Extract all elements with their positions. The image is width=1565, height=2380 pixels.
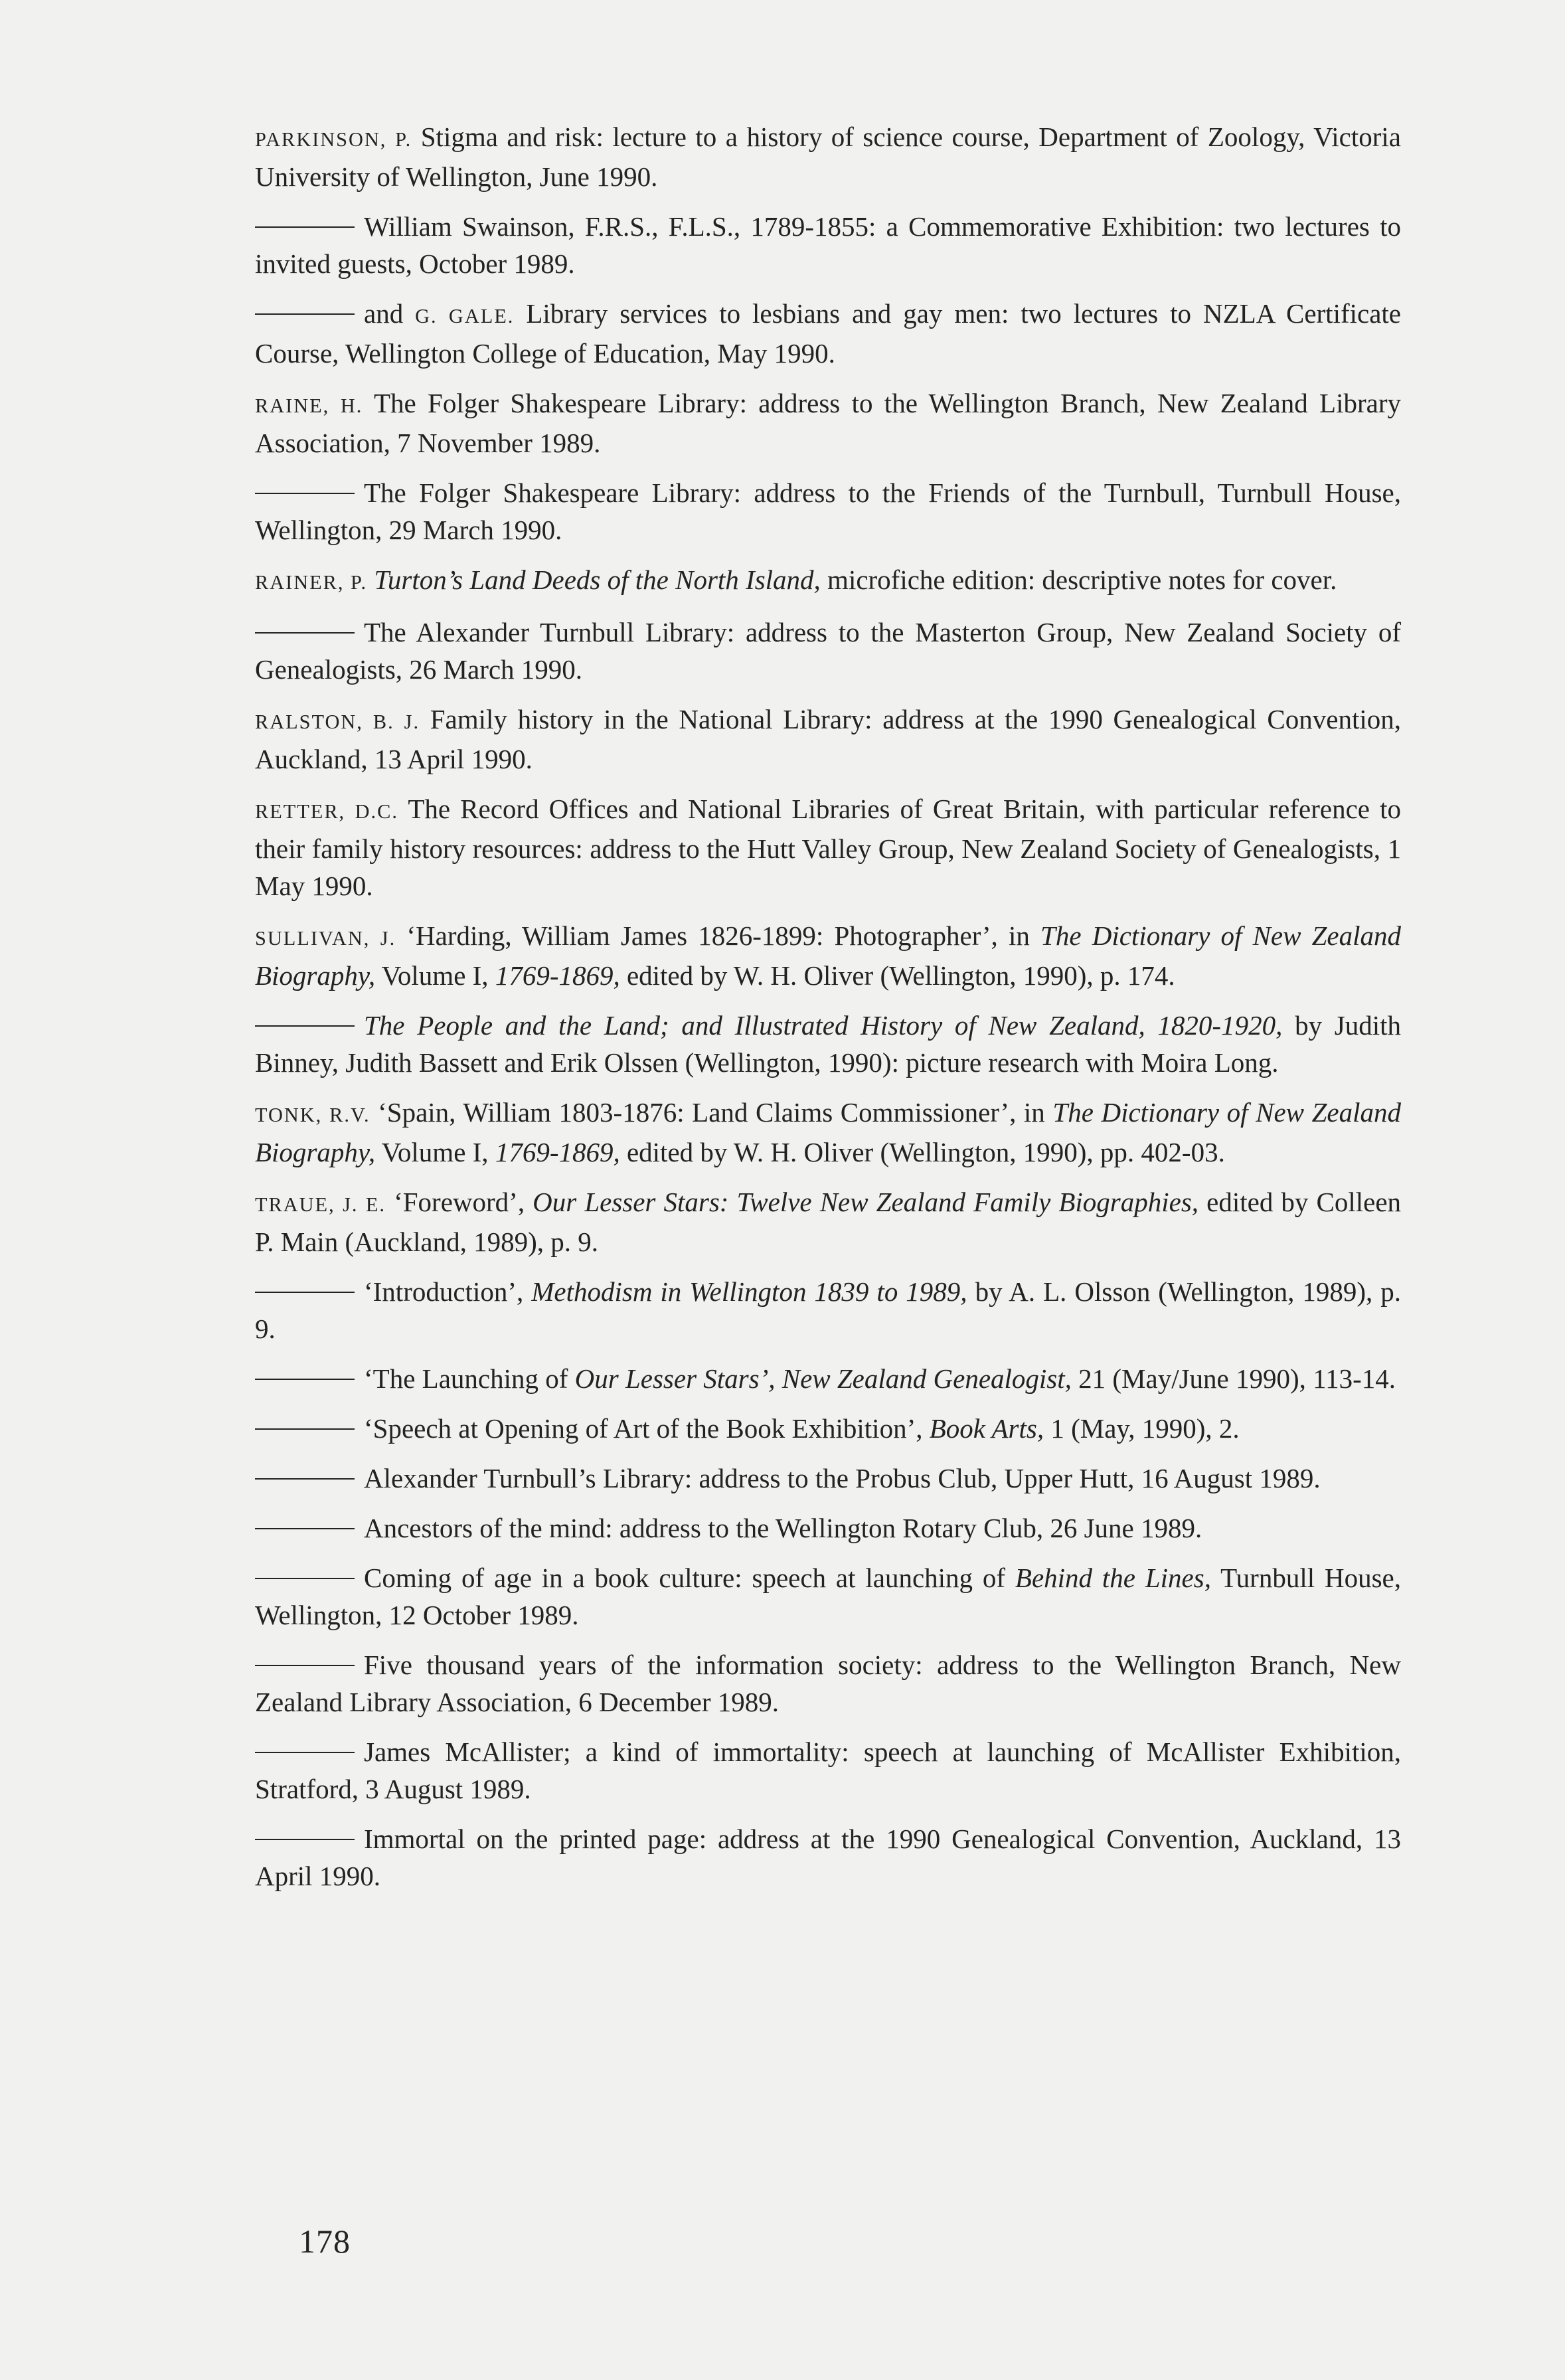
ditto-rule <box>255 1752 355 1753</box>
bib-entry <box>255 1410 1401 1447</box>
entry-text: ‘The Launching of <box>364 1363 568 1394</box>
bib-entry <box>255 474 1401 549</box>
entry-text: The Record Offices and National Libraries of Great Britain, with particular reference to their family history resources: address to the Hutt Valley Group, New Zealand Society of Genealogists, 1 May 1990. <box>255 794 1401 901</box>
work-title: Methodism in Wellington 1839 to 1989, <box>531 1276 967 1307</box>
entry-text: ‘Spain, William 1803-1876: Land Claims Commissioner’, in <box>378 1097 1045 1128</box>
ditto-rule <box>255 313 355 315</box>
work-title: Behind the Lines, <box>1015 1563 1211 1593</box>
author-name: RALSTON, B. J. <box>255 711 420 733</box>
bib-entry <box>255 295 1401 372</box>
ditto-rule <box>255 1528 355 1529</box>
coauthor-prefix: and <box>364 298 404 329</box>
ditto-rule <box>255 1292 355 1293</box>
entry-text: 21 (May/June 1990), 113-14. <box>1078 1363 1396 1394</box>
bib-entry <box>255 208 1401 282</box>
bib-entry <box>255 1460 1401 1497</box>
author-name: RAINE, H. <box>255 394 363 417</box>
bib-entry <box>255 1646 1401 1721</box>
ditto-rule <box>255 1578 355 1579</box>
author-name: TRAUE, J. E. <box>255 1193 386 1216</box>
ditto-rule <box>255 1665 355 1666</box>
entry-text: edited by W. H. Oliver (Wellington, 1990), p. 174. <box>626 960 1175 991</box>
author-name: RETTER, D.C. <box>255 800 398 823</box>
entry-text: Volume I, <box>381 960 489 991</box>
entry-text: The Folger Shakespeare Library: address to the Wellington Branch, New Zealand Library Association, 7 November 1989. <box>255 388 1401 458</box>
bibliography-list <box>255 118 1401 1907</box>
coauthor-name: G. GALE. <box>415 305 515 327</box>
entry-text: ‘Speech at Opening of Art of the Book Exhibition’, <box>364 1413 923 1444</box>
ditto-rule <box>255 1428 355 1430</box>
bib-entry <box>255 614 1401 688</box>
bib-entry <box>255 1183 1401 1260</box>
work-title: 1769-1869, <box>495 960 620 991</box>
work-title: The People and the Land; and Illustrated History of New Zealand, 1820-1920, <box>364 1010 1283 1041</box>
bib-entry <box>255 1273 1401 1347</box>
ditto-rule <box>255 1839 355 1840</box>
entry-text: Five thousand years of the information society: address to the Wellington Branch, New Zealand Library Association, 6 December 1989. <box>255 1650 1401 1717</box>
bib-entry <box>255 1094 1401 1171</box>
entry-text: edited by W. H. Oliver (Wellington, 1990), pp. 402-03. <box>626 1137 1225 1167</box>
work-title: Our Lesser Stars: Twelve New Zealand Family Biographies, <box>533 1187 1199 1217</box>
entry-text: Coming of age in a book culture: speech at launching of <box>364 1563 1006 1593</box>
bib-entry <box>255 118 1401 195</box>
bib-entry <box>255 917 1401 994</box>
entry-text: The Alexander Turnbull Library: address to the Masterton Group, New Zealand Society of Genealogists, 26 March 1990. <box>255 617 1401 685</box>
ditto-rule <box>255 493 355 494</box>
bib-entry <box>255 561 1401 601</box>
entry-text: by A. L. Olsson (Wellington, 1989), p. 9. <box>255 1276 1402 1344</box>
entry-text: edited by Colleen P. Main (Auckland, 1989), p. 9. <box>255 1187 1402 1257</box>
entry-text: Family history in the National Library: address at the 1990 Genealogical Convention, Auckland, 13 April 1990. <box>255 704 1402 774</box>
entry-text: Turnbull House, Wellington, 12 October 1989. <box>255 1563 1401 1630</box>
bib-entry <box>255 701 1401 778</box>
ditto-rule <box>255 1025 355 1027</box>
bib-entry <box>255 1509 1401 1547</box>
work-title: The Dictionary of New Zealand Biography, <box>255 920 1402 991</box>
ditto-rule <box>255 1379 355 1380</box>
entry-text: Immortal on the printed page: address at the 1990 Genealogical Convention, Auckland, 13 April 1990. <box>255 1824 1401 1891</box>
entry-text: Stigma and risk: lecture to a history of science course, Department of Zoology, Victoria University of Wellington, June 1990. <box>255 122 1402 192</box>
entry-text: ‘Foreword’, <box>394 1187 525 1217</box>
ditto-rule <box>255 1478 355 1480</box>
entry-text: 1 (May, 1990), 2. <box>1050 1413 1240 1444</box>
ditto-rule <box>255 226 355 228</box>
entry-text: James McAllister; a kind of immortality: speech at launching of McAllister Exhibition, Stratford, 3 August 1989. <box>255 1737 1401 1804</box>
bib-entry <box>255 1820 1401 1895</box>
entry-text: microfiche edition: descriptive notes for cover. <box>827 564 1337 595</box>
page-number: 178 <box>299 2223 351 2260</box>
bib-entry <box>255 790 1401 904</box>
entry-text: ‘Harding, William James 1826-1899: Photographer’, in <box>406 920 1030 951</box>
work-title: Turton’s Land Deeds of the North Island, <box>374 564 821 595</box>
entry-text: ‘Introduction’, <box>364 1276 524 1307</box>
bib-entry <box>255 1360 1401 1397</box>
bib-entry <box>255 1007 1401 1081</box>
work-title: Book Arts, <box>929 1413 1044 1444</box>
bib-entry <box>255 384 1401 462</box>
author-name: PARKINSON, P. <box>255 128 412 151</box>
bib-entry <box>255 1559 1401 1634</box>
entry-text: Alexander Turnbull’s Library: address to the Probus Club, Upper Hutt, 16 August 1989. <box>364 1463 1321 1493</box>
work-title: 1769-1869, <box>495 1137 620 1167</box>
entry-text: The Folger Shakespeare Library: address to the Friends of the Turnbull, Turnbull House, Wellington, 29 March 1990. <box>255 477 1401 545</box>
work-title: Our Lesser Stars’, New Zealand Genealogist, <box>574 1363 1072 1394</box>
entry-text: Volume I, <box>381 1137 489 1167</box>
author-name: SULLIVAN, J. <box>255 927 396 950</box>
bib-entry <box>255 1733 1401 1808</box>
entry-text: by Judith Binney, Judith Bassett and Erik Olssen (Wellington, 1990): picture research with Moira Long. <box>255 1010 1402 1078</box>
entry-text: William Swainson, F.R.S., F.L.S., 1789-1855: a Commemorative Exhibition: two lectures to invited guests, October 1989. <box>255 211 1401 279</box>
entry-text: Library services to lesbians and gay men: two lectures to NZLA Certificate Course, Wellington College of Education, May 1990. <box>255 298 1401 369</box>
author-name: TONK, R.V. <box>255 1104 371 1126</box>
work-title: The Dictionary of New Zealand Biography, <box>255 1097 1402 1167</box>
author-name: RAINER, P. <box>255 571 368 594</box>
entry-text: Ancestors of the mind: address to the Wellington Rotary Club, 26 June 1989. <box>364 1513 1202 1543</box>
ditto-rule <box>255 632 355 634</box>
